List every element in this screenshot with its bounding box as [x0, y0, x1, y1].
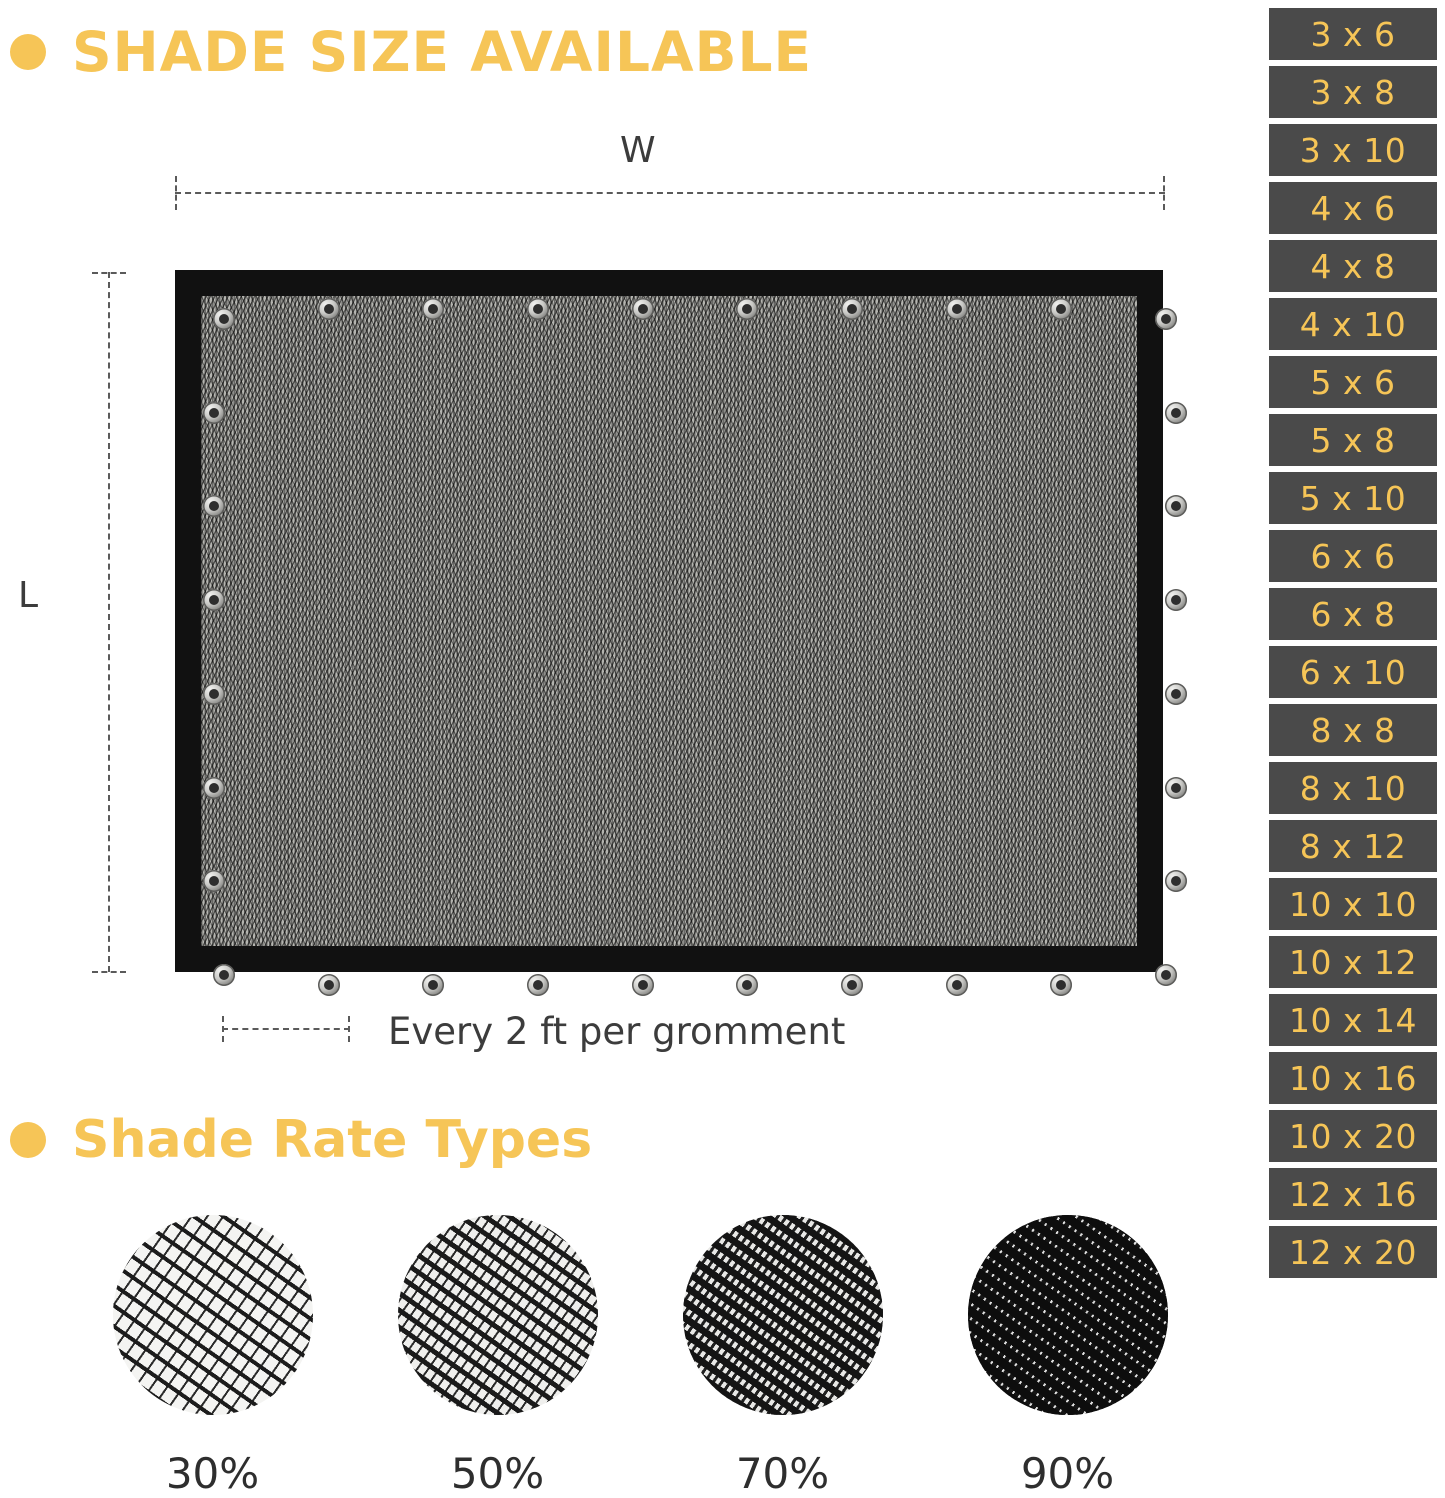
grommet: [213, 308, 235, 330]
grommet: [632, 298, 654, 320]
size-chip-label: 8 x 12: [1299, 826, 1407, 866]
size-chip[interactable]: [1269, 878, 1437, 930]
shade-rate-heading: [10, 1110, 592, 1170]
size-chip[interactable]: [1269, 646, 1437, 698]
grommet: [213, 964, 235, 986]
grommet: [946, 974, 968, 996]
shade-rate-item: [925, 1215, 1210, 1498]
grommet: [318, 974, 340, 996]
size-chip-label: 5 x 8: [1310, 420, 1396, 460]
size-chip-label: 8 x 8: [1310, 710, 1396, 750]
available-size-list: [1269, 8, 1437, 1278]
size-chip[interactable]: [1269, 8, 1437, 60]
size-chip-label: 12 x 16: [1289, 1174, 1417, 1214]
size-chip-label: 4 x 6: [1310, 188, 1396, 228]
grommet: [422, 974, 444, 996]
size-chip[interactable]: [1269, 472, 1437, 524]
size-chip-label: 10 x 12: [1289, 942, 1417, 982]
grommet: [841, 298, 863, 320]
size-chip-label: 10 x 16: [1289, 1058, 1417, 1098]
size-chip-label: 12 x 20: [1289, 1232, 1417, 1272]
grommet: [632, 974, 654, 996]
grommet: [1165, 683, 1187, 705]
size-chip[interactable]: [1269, 414, 1437, 466]
size-chip[interactable]: [1269, 124, 1437, 176]
grommet: [1050, 974, 1072, 996]
width-dimension-tick-left: [175, 176, 177, 210]
grommet: [527, 974, 549, 996]
size-chip[interactable]: [1269, 1168, 1437, 1220]
grommet: [841, 974, 863, 996]
shade-rate-label: 50%: [450, 1449, 545, 1498]
grommet-spacing-tick-right: [348, 1016, 350, 1042]
shade-rate-list: [70, 1215, 1210, 1498]
grommet: [527, 298, 549, 320]
size-chip[interactable]: [1269, 1110, 1437, 1162]
grommet: [203, 589, 225, 611]
grommet-spacing-label: Every 2 ft per gromment: [388, 1010, 846, 1053]
mesh-texture-icon: [968, 1215, 1168, 1415]
size-chip[interactable]: [1269, 1226, 1437, 1278]
grommet: [318, 298, 340, 320]
bullet-dot-icon: [10, 1122, 46, 1158]
size-chip[interactable]: [1269, 240, 1437, 292]
size-chip[interactable]: [1269, 1052, 1437, 1104]
grommet: [1155, 308, 1177, 330]
size-chip[interactable]: [1269, 530, 1437, 582]
mesh-texture-icon: [683, 1215, 883, 1415]
grommet: [203, 777, 225, 799]
size-chip-label: 4 x 8: [1310, 246, 1396, 286]
mesh-texture-icon: [113, 1215, 313, 1415]
shade-rate-heading-label: Shade Rate Types: [72, 1110, 593, 1170]
size-chip-label: 10 x 14: [1289, 1000, 1417, 1040]
grommet: [1155, 964, 1177, 986]
grommet: [1165, 589, 1187, 611]
size-chip-label: 6 x 8: [1310, 594, 1396, 634]
grommet: [203, 683, 225, 705]
shade-rate-item: [355, 1215, 640, 1498]
shade-rate-swatch-70: [683, 1215, 883, 1415]
width-dimension-tick-right: [1163, 176, 1165, 210]
shade-cloth-panel: [175, 270, 1163, 972]
width-dimension-line: [175, 192, 1165, 194]
shade-size-heading-label: SHADE SIZE AVAILABLE: [72, 20, 813, 84]
size-chip-label: 6 x 6: [1310, 536, 1396, 576]
size-chip[interactable]: [1269, 588, 1437, 640]
size-chip[interactable]: [1269, 298, 1437, 350]
shade-size-heading: [10, 20, 812, 84]
size-chip[interactable]: [1269, 994, 1437, 1046]
grommet: [1165, 777, 1187, 799]
shade-rate-swatch-50: [398, 1215, 598, 1415]
shade-rate-swatch-90: [968, 1215, 1168, 1415]
shade-mesh-texture: [201, 296, 1137, 946]
size-chip-label: 3 x 10: [1299, 130, 1407, 170]
grommet-spacing-line: [222, 1028, 350, 1030]
size-chip-label: 10 x 20: [1289, 1116, 1417, 1156]
shade-rate-swatch-30: [113, 1215, 313, 1415]
mesh-texture-icon: [398, 1215, 598, 1415]
shade-rate-item: [70, 1215, 355, 1498]
size-chip[interactable]: [1269, 66, 1437, 118]
size-chip-label: 8 x 10: [1299, 768, 1407, 808]
length-dimension-tick-top: [92, 272, 126, 274]
length-dimension-line: [108, 272, 110, 972]
size-chip[interactable]: [1269, 182, 1437, 234]
shade-rate-item: [640, 1215, 925, 1498]
size-chip-label: 10 x 10: [1289, 884, 1417, 924]
shade-rate-label: 90%: [1020, 1449, 1115, 1498]
width-dimension-label: W: [620, 130, 656, 171]
grommet: [1165, 495, 1187, 517]
grommet-spacing-tick-left: [222, 1016, 224, 1042]
size-chip-label: 3 x 6: [1310, 14, 1396, 54]
size-chip[interactable]: [1269, 704, 1437, 756]
grommet: [1165, 402, 1187, 424]
shade-rate-label: 30%: [165, 1449, 260, 1498]
size-chip[interactable]: [1269, 936, 1437, 988]
shade-dimension-diagram: [0, 120, 1260, 1080]
grommet: [946, 298, 968, 320]
grommet: [203, 402, 225, 424]
size-chip-label: 5 x 6: [1310, 362, 1396, 402]
size-chip-label: 3 x 8: [1310, 72, 1396, 112]
size-chip-label: 5 x 10: [1299, 478, 1407, 518]
shade-rate-label: 70%: [735, 1449, 830, 1498]
size-chip-label: 6 x 10: [1299, 652, 1407, 692]
size-chip[interactable]: [1269, 356, 1437, 408]
size-chip-label: 4 x 10: [1299, 304, 1407, 344]
size-chip[interactable]: [1269, 820, 1437, 872]
length-dimension-tick-bottom: [92, 971, 126, 973]
grommet: [736, 974, 758, 996]
bullet-dot-icon: [10, 34, 46, 70]
length-dimension-label: L: [18, 575, 39, 616]
grommet: [1165, 870, 1187, 892]
size-chip[interactable]: [1269, 762, 1437, 814]
